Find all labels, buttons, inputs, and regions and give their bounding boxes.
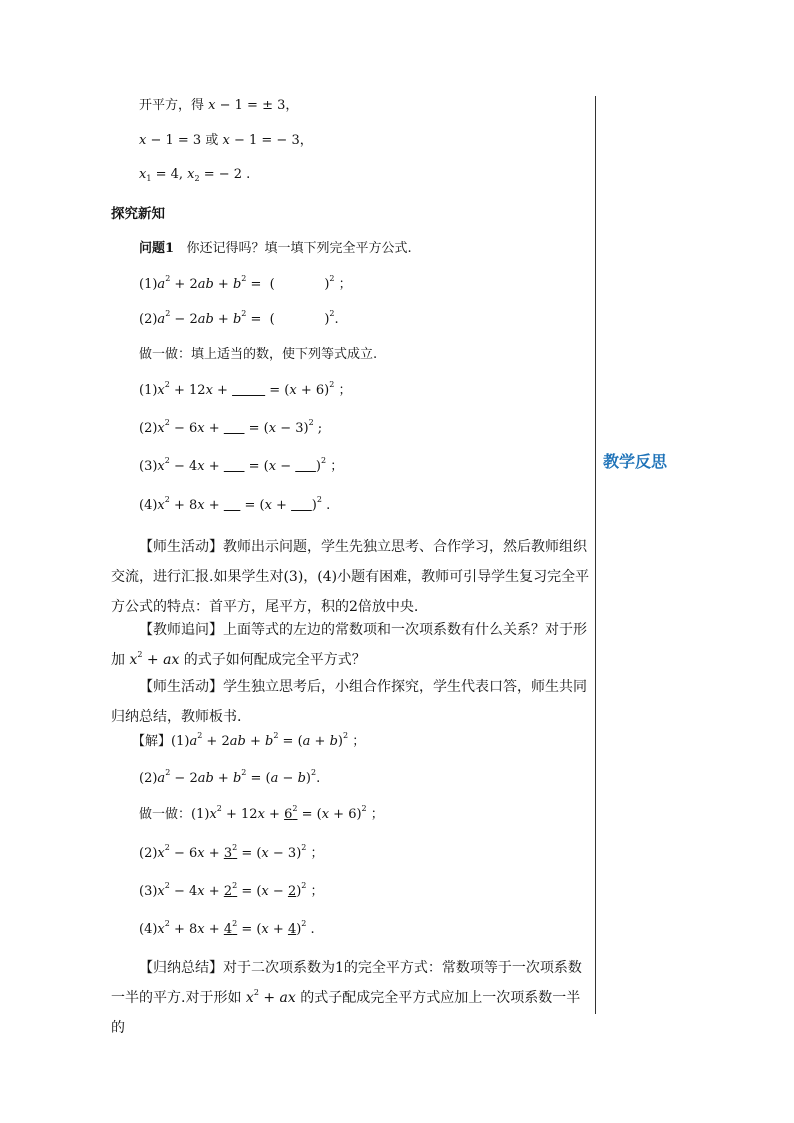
summary-text-1: 对于二次项系数为1的完全平方式：常数项等于一次项系数一半的平方.对于形如 <box>111 960 582 1006</box>
section-heading: 探究新知 <box>111 206 165 222</box>
summary-text-2: 的式子配成完全平方式应加上一次项系数一半的 <box>111 990 581 1036</box>
solution-1: 【解】$(1)a^2 + 2ab + b^2 = (a + b)^2$ ； <box>132 731 366 749</box>
teacher-student-activity-1 <box>111 532 591 622</box>
formula-blank-2: $(2)a^2 - 2ab + b^2$ = ( )$^2$. <box>139 309 339 327</box>
activity-2-text: 学生独立思考后，小组合作探究，学生代表口答，师生共同归纳总结，教师板书. <box>111 679 587 725</box>
exercise-3: $(3)x^2 - 4x$ + = (x − )$^2$ ； <box>139 456 344 474</box>
solution-2: $(2)a^2 - 2ab + b^2 = (a - b)^2$. <box>139 768 321 786</box>
or-word: 或 <box>205 133 219 148</box>
exercise-4: $(4)x^2 + 8x$ + = (x + )$^2$ . <box>139 495 331 513</box>
summary-tag: 【归纳总结】 <box>139 960 223 976</box>
teacher-student-activity-2 <box>111 672 591 732</box>
teaching-reflection-label: 教学反思 <box>603 452 668 471</box>
try-it-instruction: 做一做：填上适当的数，使下列等式成立. <box>139 347 378 362</box>
exercise-1: $(1)x^2 + 12x$ + = $(x + 6)^2$ ； <box>139 380 352 398</box>
summary-paragraph: 【归纳总结】对于二次项系数为1的完全平方式：常数项等于一次项系数一半的平方.对于形如 $x^2$ + ax 的式子配成完全平方式应加上一次项系数一半的 <box>111 960 582 1036</box>
solution-try-label: 做一做： <box>139 807 192 822</box>
exercise-2: $(2)x^2 - 6x$ + = $(x - 3)^2$ ; <box>139 418 323 436</box>
column-divider <box>595 96 596 1014</box>
followup-text-1: 上面等式的左边的常数项和一次项系数有什么关系？对于形加 <box>111 622 587 668</box>
solution-exercise-2: $(2)x^2 - 6x + 3^2 = (x - 3)^2$ ； <box>139 843 324 861</box>
sqrt-step-line: 开平方，得 x − 1 = ± 3， <box>139 98 299 113</box>
solution-exercise-4: $(4)x^2 + 8x + 4^2 = (x + 4)^2$ . <box>139 919 315 937</box>
solution-tag: 【解】 <box>132 734 172 749</box>
teacher-followup: 【教师追问】上面等式的左边的常数项和一次项系数有什么关系？对于形加 $x^2$ + ax 的式子如何配成完全平方式？ <box>111 622 587 668</box>
solution-exercise-1: 做一做：$(1)x^2 + 12x + 6^2 = (x + 6)^2$ ； <box>139 804 384 822</box>
activity-1-tag: 【师生活动】 <box>139 539 223 555</box>
split-equation-line: x − 1 = 3 或 x − 1 = − 3， <box>139 133 313 148</box>
roots-line: $x_1 = 4$, $x_2$ = − 2 . <box>139 167 251 183</box>
problem-1-text: 你还记得吗？填一填下列完全平方公式. <box>186 241 412 256</box>
followup-text-2: 的式子如何配成完全平方式？ <box>183 652 366 668</box>
followup-tag: 【教师追问】 <box>139 622 223 638</box>
solution-exercise-3: $(3)x^2 - 4x + 2^2 = (x - 2)^2$ ； <box>139 881 324 899</box>
problem-1-label: 问题1 <box>139 241 175 256</box>
activity-2-tag: 【师生活动】 <box>139 679 223 695</box>
problem-1 <box>139 240 412 258</box>
activity-1-text: 教师出示问题，学生先独立思考、合作学习，然后教师组织交流，进行汇报.如果学生对(3)，(4)小题有困难，教师可引导学生复习完全平方公式的特点：首平方，尾平方，积的2倍放中央. <box>111 539 590 615</box>
sqrt-step-prefix: 开平方，得 <box>139 98 205 113</box>
formula-blank-1: $(1)a^2 + 2ab + b^2$ = ( )$^2$ ； <box>139 274 352 292</box>
